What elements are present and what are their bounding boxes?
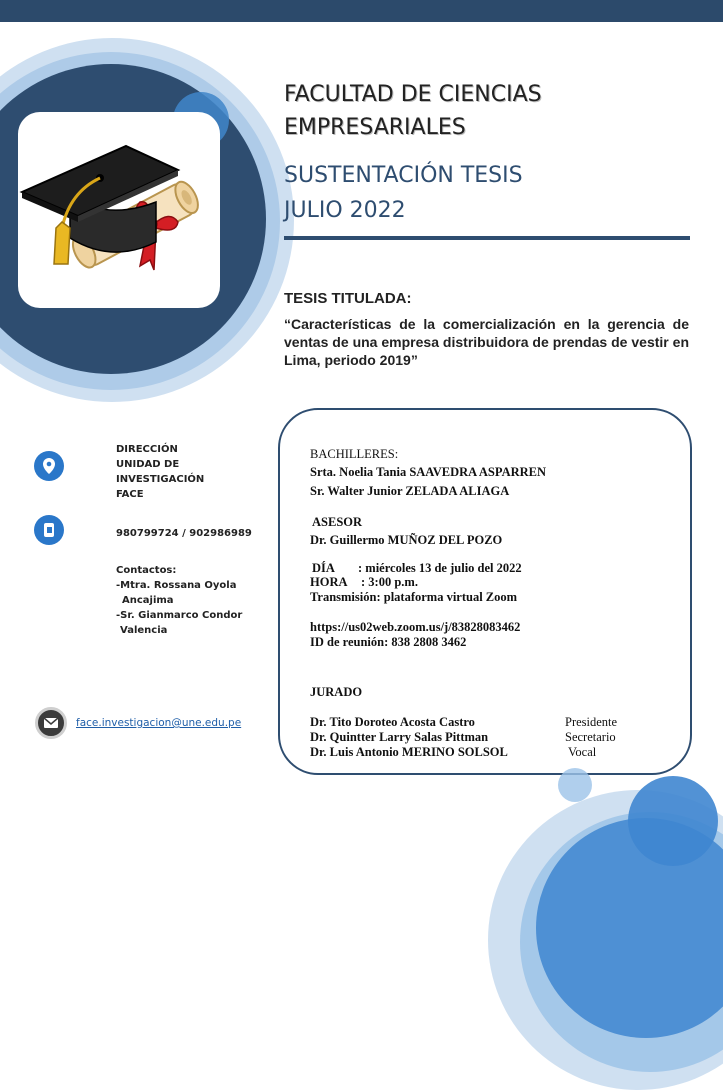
zoom-link[interactable]: https://us02web.zoom.us/j/83828083462 <box>310 620 521 634</box>
transmission-info: Transmisión: plataforma virtual Zoom <box>310 590 518 604</box>
jurado-member-role: Presidente <box>565 715 618 729</box>
phone-icon-circle <box>34 515 64 545</box>
bachilleres-label: BACHILLERES: <box>310 447 399 461</box>
jurado-member-name: Dr. Quintter Larry Salas Pittman <box>310 730 489 744</box>
contacts-block <box>116 563 242 638</box>
contact-person: -Mtra. Rossana Oyola <box>116 580 237 591</box>
decor-circle-br-small <box>558 768 592 802</box>
email-icon-circle <box>35 707 67 739</box>
jurado-member-role: Secretario <box>565 730 616 744</box>
hora-label: HORA <box>310 575 348 589</box>
phone-number: 980799724 / 902986989 <box>116 528 252 539</box>
event-title-line1: SUSTENTACIÓN TESIS <box>284 163 523 188</box>
title-divider <box>284 236 690 240</box>
location-icon-circle <box>34 451 64 481</box>
jurado-label: JURADO <box>310 685 363 699</box>
email-icon <box>38 710 64 736</box>
event-title <box>284 158 523 228</box>
dia-value: : miércoles 13 de julio del 2022 <box>358 561 522 575</box>
faculty-title <box>284 78 542 144</box>
graduation-cap-diploma-icon <box>18 112 220 308</box>
address-line: INVESTIGACIÓN <box>116 474 205 485</box>
jurado-member-name: Dr. Tito Doroteo Acosta Castro <box>310 715 475 729</box>
phone-icon <box>34 515 64 545</box>
email-link[interactable]: face.investigacion@une.edu.pe <box>76 717 242 729</box>
decor-circle-br-top <box>628 776 718 866</box>
top-bar <box>0 0 723 22</box>
asesor-name: Dr. Guillermo MUÑOZ DEL POZO <box>310 533 503 547</box>
thesis-label: TESIS TITULADA: <box>284 290 412 307</box>
thesis-title: “Características de la comercialización en la gerencia de ventas de una empresa distribuidora de prendas de vestir en Lima, periodo 2019” <box>284 316 689 368</box>
jurado-member-role: Vocal <box>568 745 597 759</box>
address-line: FACE <box>116 489 144 500</box>
contacts-label: Contactos: <box>116 565 177 576</box>
contact-person: Ancajima <box>122 595 174 606</box>
contact-person: Valencia <box>120 625 168 636</box>
faculty-title-line1: FACULTAD DE CIENCIAS <box>284 82 542 107</box>
asesor-label: ASESOR <box>312 515 363 529</box>
meeting-id: ID de reunión: 838 2808 3462 <box>310 635 467 649</box>
address-block <box>116 442 204 502</box>
hora-value: : 3:00 p.m. <box>361 575 418 589</box>
bachiller-name: Srta. Noelia Tania SAAVEDRA ASPARREN <box>310 465 547 479</box>
faculty-title-line2: EMPRESARIALES <box>284 115 466 140</box>
contact-person: -Sr. Gianmarco Condor <box>116 610 243 621</box>
event-title-line2: JULIO 2022 <box>284 198 406 223</box>
jurado-member-name: Dr. Luis Antonio MERINO SOLSOL <box>310 745 508 759</box>
address-line: UNIDAD DE <box>116 459 180 470</box>
address-line: DIRECCIÓN <box>116 444 178 455</box>
dia-label: DÍA <box>312 561 335 575</box>
bachiller-name: Sr. Walter Junior ZELADA ALIAGA <box>310 484 510 498</box>
location-icon <box>34 451 64 481</box>
graduation-image <box>18 112 220 308</box>
